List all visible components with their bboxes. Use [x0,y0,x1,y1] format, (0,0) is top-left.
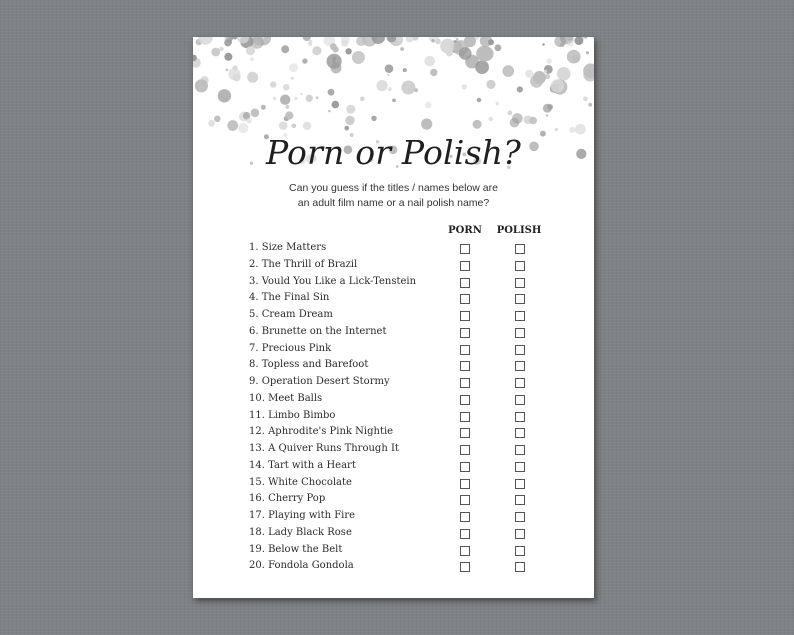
column-header-polish: POLISH [496,225,542,236]
confetti-dot [219,47,223,51]
confetti-dot [430,69,437,76]
item-label: 9. Operation Desert Stormy [249,376,390,387]
polish-checkbox[interactable] [515,562,525,572]
confetti-dot [233,37,238,40]
confetti-dot [542,43,544,45]
confetti-dot [328,89,335,96]
porn-checkbox[interactable] [460,546,470,556]
porn-checkbox[interactable] [460,529,470,539]
confetti-dot [312,46,321,55]
item-label: 12. Aphrodite's Pink Nightie [249,426,394,438]
confetti-dot [473,120,482,129]
polish-checkbox[interactable] [515,445,525,455]
confetti-dot [424,56,435,67]
confetti-dot [246,118,252,124]
confetti-dot [376,80,387,91]
confetti-dot [486,80,495,89]
confetti-dot [228,68,240,80]
confetti-dot [392,99,396,103]
item-label: 6. Brunette on the Internet [249,325,387,337]
polish-checkbox[interactable] [515,378,525,388]
instructions-line-2: an adult film name or a nail polish name? [297,197,490,209]
polish-checkbox[interactable] [515,345,525,355]
list-item [193,492,594,508]
confetti-dot [273,97,276,100]
list-item [193,308,594,324]
polish-checkbox[interactable] [515,328,525,338]
confetti-dot [546,114,549,117]
confetti-dot [403,68,407,72]
item-label: 16. Cherry Pop [249,493,326,505]
confetti-dot [555,128,558,131]
confetti-dot [454,37,457,38]
polish-checkbox[interactable] [515,311,525,321]
confetti-dot [246,46,255,55]
list-item [193,275,594,291]
polish-checkbox[interactable] [515,546,525,556]
instructions [193,181,594,211]
confetti-dot [575,37,584,45]
confetti-dot [512,113,523,124]
item-label: 20. Fondola Gondola [249,560,354,572]
confetti-dot [214,116,221,123]
confetti-dot [496,102,500,106]
confetti-dot [224,53,232,61]
list-item [193,241,594,257]
confetti-dot [476,46,491,61]
confetti-dot [261,105,266,110]
confetti-dot [306,95,313,102]
confetti-dot [567,50,581,64]
confetti-dot [401,81,415,95]
confetti-dot [352,51,365,64]
confetti-dot [289,63,298,72]
porn-checkbox[interactable] [460,261,470,271]
confetti-dot [316,96,319,99]
confetti-dot [346,105,355,114]
confetti-dot [291,77,294,80]
list-item [193,509,594,525]
polish-checkbox[interactable] [515,479,525,489]
list-item [193,392,594,408]
confetti-dot [495,44,502,51]
confetti-dot [400,47,404,51]
confetti-dot [546,58,552,64]
confetti-dot [281,45,289,53]
list-item [193,358,594,374]
confetti-dot [332,101,340,109]
list-item [193,442,594,458]
confetti-dot [294,97,298,101]
confetti-dot [218,89,231,102]
item-label: 15. White Chocolate [249,476,352,488]
list-item [193,325,594,341]
item-label: 5. Cream Dream [249,309,333,320]
page-title: Porn or Polish? [265,133,522,172]
polish-checkbox[interactable] [515,412,525,422]
confetti-dot [360,97,365,102]
confetti-dot [543,104,552,113]
porn-checkbox[interactable] [460,462,470,472]
confetti-dot [508,111,513,116]
confetti-dot [459,47,472,60]
porn-checkbox[interactable] [460,512,470,522]
confetti-dot [551,79,564,92]
confetti-dot [406,37,414,42]
polish-checkbox[interactable] [515,278,525,288]
item-label: 4. The Final Sin [249,292,330,304]
confetti-dot [270,81,276,87]
confetti-dot [387,74,389,76]
list-item [193,526,594,542]
item-label: 8. Topless and Barefoot [249,359,369,371]
instructions-line-1: Can you guess if the titles / names below are [289,182,498,194]
item-label: 14. Tart with a Heart [249,459,356,471]
porn-checkbox[interactable] [460,428,470,438]
polish-checkbox[interactable] [515,512,525,522]
porn-checkbox[interactable] [460,328,470,338]
item-label: 11. Limbo Bimbo [249,409,336,421]
confetti-dot [331,62,342,73]
porn-checkbox[interactable] [460,378,470,388]
confetti-dot [292,124,297,129]
polish-checkbox[interactable] [515,244,525,254]
item-label: 13. A Quiver Runs Through It [249,443,399,454]
item-label: 7. Precious Pink [249,342,332,354]
confetti-dot [330,43,337,50]
confetti-dot [250,57,254,61]
confetti-dot [544,70,547,73]
polish-checkbox[interactable] [515,462,525,472]
confetti-dot [425,102,432,109]
confetti-dot [533,71,546,84]
porn-checkbox[interactable] [460,361,470,371]
porn-checkbox[interactable] [460,311,470,321]
confetti-dot [285,111,293,119]
list-item [193,342,594,358]
confetti-dot [588,103,592,107]
confetti-dot [302,58,307,63]
confetti-dot [567,40,573,46]
confetti-dot [211,48,220,57]
porn-checkbox[interactable] [460,244,470,254]
porn-checkbox[interactable] [460,412,470,422]
polish-checkbox[interactable] [515,261,525,271]
confetti-dot [226,69,229,72]
confetti-dot [517,86,523,92]
polish-checkbox[interactable] [515,294,525,304]
confetti-dot [524,116,533,125]
polish-checkbox[interactable] [515,495,525,505]
porn-checkbox[interactable] [460,395,470,405]
item-label: 2. The Thrill of Brazil [249,258,358,270]
confetti-dot [584,37,588,39]
column-header-porn: PORN [448,225,482,236]
porn-checkbox[interactable] [460,495,470,505]
item-label: 1. Size Matters [249,242,327,253]
confetti-dot [431,39,434,42]
confetti-dot [227,120,238,131]
worksheet-card [193,37,594,598]
list-item [193,258,594,274]
list-item [193,543,594,559]
list-item [193,559,594,575]
polish-checkbox[interactable] [515,395,525,405]
confetti-dot [462,84,467,89]
confetti-dot [586,51,589,54]
confetti-dot [208,120,215,127]
porn-checkbox[interactable] [460,445,470,455]
list-item [193,291,594,307]
item-label: 19. Below the Belt [249,543,343,555]
confetti-dot [345,116,354,125]
confetti-dot [280,95,290,105]
list-item [193,375,594,391]
confetti-dot [283,84,290,91]
confetti-dot [371,116,376,121]
porn-checkbox[interactable] [460,278,470,288]
confetti-dot [201,76,209,84]
list-item [193,409,594,425]
item-label: 18. Lady Black Rose [249,526,352,538]
confetti-dot [341,40,348,47]
confetti-dot [503,65,515,77]
confetti-dot [303,122,311,130]
confetti-dot [247,72,258,83]
polish-checkbox[interactable] [515,428,525,438]
porn-checkbox[interactable] [460,562,470,572]
list-item [193,425,594,441]
confetti-dot [328,110,331,113]
polish-checkbox[interactable] [515,529,525,539]
confetti-dot [477,98,482,103]
confetti-dot [300,93,302,95]
confetti-dot [421,119,432,130]
porn-checkbox[interactable] [460,479,470,489]
porn-checkbox[interactable] [460,345,470,355]
polish-checkbox[interactable] [515,361,525,371]
confetti-dot [456,38,458,40]
confetti-dot [238,123,248,133]
confetti-dot [251,109,260,118]
confetti-dot [592,37,594,39]
confetti-dot [285,105,289,109]
confetti-dot [345,48,351,54]
confetti-dot [229,41,232,44]
list-item [193,459,594,475]
confetti-dot [557,67,571,81]
confetti-dot [279,121,288,130]
confetti-dot [388,87,392,91]
item-label: 10. Meet Balls [249,392,323,404]
confetti-dot [385,64,394,73]
confetti-dot [308,42,312,46]
list-item [193,476,594,492]
porn-checkbox[interactable] [460,294,470,304]
confetti-dot [344,126,349,131]
confetti-dot [489,117,493,121]
confetti-dot [440,39,455,54]
confetti-dot [480,37,492,47]
item-label: 3. Vould You Like a Lick-Tenstein [249,275,417,287]
confetti-dot [583,97,588,102]
item-label: 17. Playing with Fire [249,510,356,521]
